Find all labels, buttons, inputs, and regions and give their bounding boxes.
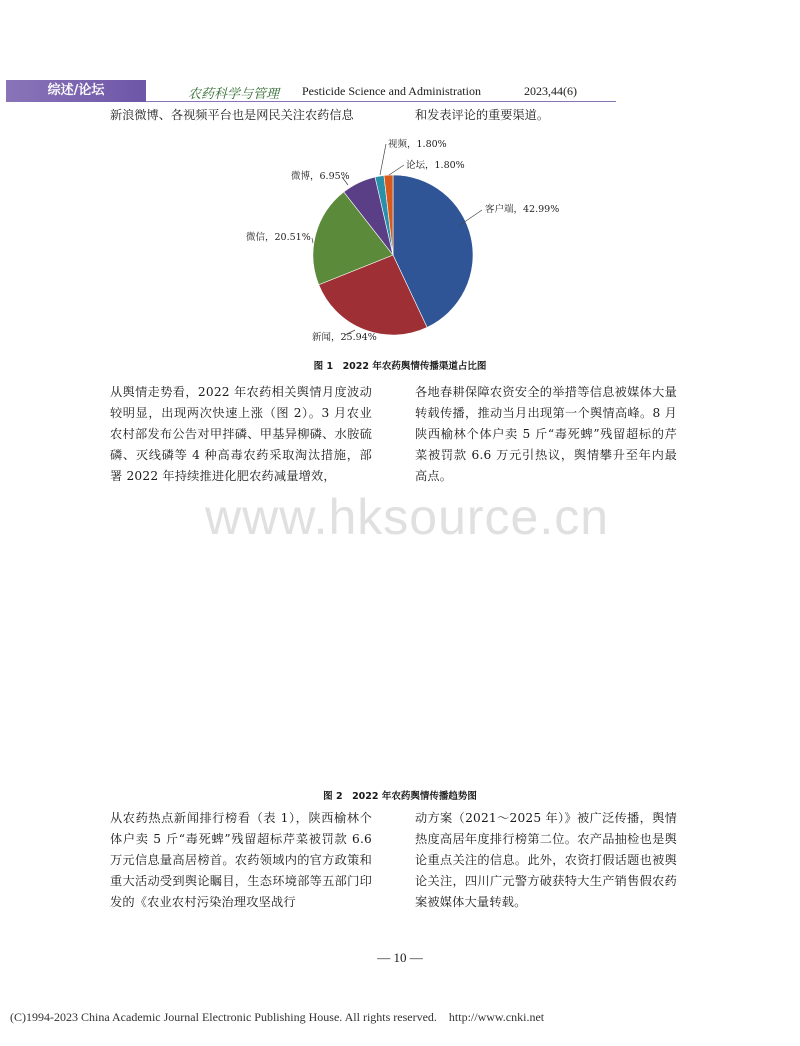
top-line-right: 和发表评论的重要渠道。 [415,108,550,122]
figure1-caption: 图 1 2022 年农药舆情传播渠道占比图 [313,361,487,372]
page-number: — 10 — [377,950,423,965]
journal-logo-cn: 农药科学与管理 [188,87,280,102]
figure2-caption: 图 2 2022 年农药舆情传播趋势图 [323,791,477,802]
pie-label-2: 微信，20.51% [246,232,311,243]
top-line-left: 新浪微博、各视频平台也是网民关注农药信息 [110,108,354,122]
trend-paragraph-right: 各地春耕保障农资安全的举措等信息被媒体大量转载传播，推动当月出现第一个舆情高峰。8 月陕西榆林个体户卖 5 斤“毒死蜱”残留超标的芹菜被罚款 6.6 万元引热议，舆情攀升至年内最高点。 [415,385,677,483]
pie-leader-line-2 [312,238,313,243]
section-tag: 综述/论坛 [6,80,146,102]
pie-label-1: 新闻，25.94% [312,332,377,343]
pie-label-0: 客户端，42.99% [485,204,560,215]
journal-title-en: Pesticide Science and Administration [302,84,481,98]
pie-leader-line-4 [380,144,386,175]
pie-leader-line-5 [389,165,404,175]
pie-label-4: 视频，1.80% [388,139,447,150]
journal-volume: 2023,44(6) [524,84,577,98]
hot-paragraph-right: 动方案（2021～2025 年）》被广泛传播，舆情热度高居年度排行榜第二位。农产品抽检也是舆论重点关注的信息。此外，农资打假话题也被舆论关注，四川广元警方破获特大生产销售假农药案被媒体大量转载。 [415,811,677,909]
pie-label-5: 论坛，1.80% [406,160,465,171]
pie-label-3: 微博，6.95% [291,171,350,182]
watermark-text: www.hksource.cn [205,489,610,545]
hot-paragraph-left: 从农药热点新闻排行榜看（表 1），陕西榆林个体户卖 5 斤“毒死蜱”残留超标芹菜被罚款 6.6 万元信息量高居榜首。农药领域内的官方政策和重大活动受到舆论瞩目，生态环境部等五部门印发的《农业农村污染治理攻坚战行 [110,811,372,909]
trend-paragraph-left: 从舆情走势看，2022 年农药相关舆情月度波动较明显，出现两次快速上涨（图 2）。3 月农业农村部发布公告对甲拌磷、甲基异柳磷、水胺硫磷、灭线磷等 4 种高毒农药采取淘汰措施，部署 2022 年持续推进化肥农药减量增效， [110,385,372,483]
copyright-footer: (C)1994-2023 China Academic Journal Electronic Publishing House. All rights reserved. http://www.cnki.net [10,1010,545,1024]
